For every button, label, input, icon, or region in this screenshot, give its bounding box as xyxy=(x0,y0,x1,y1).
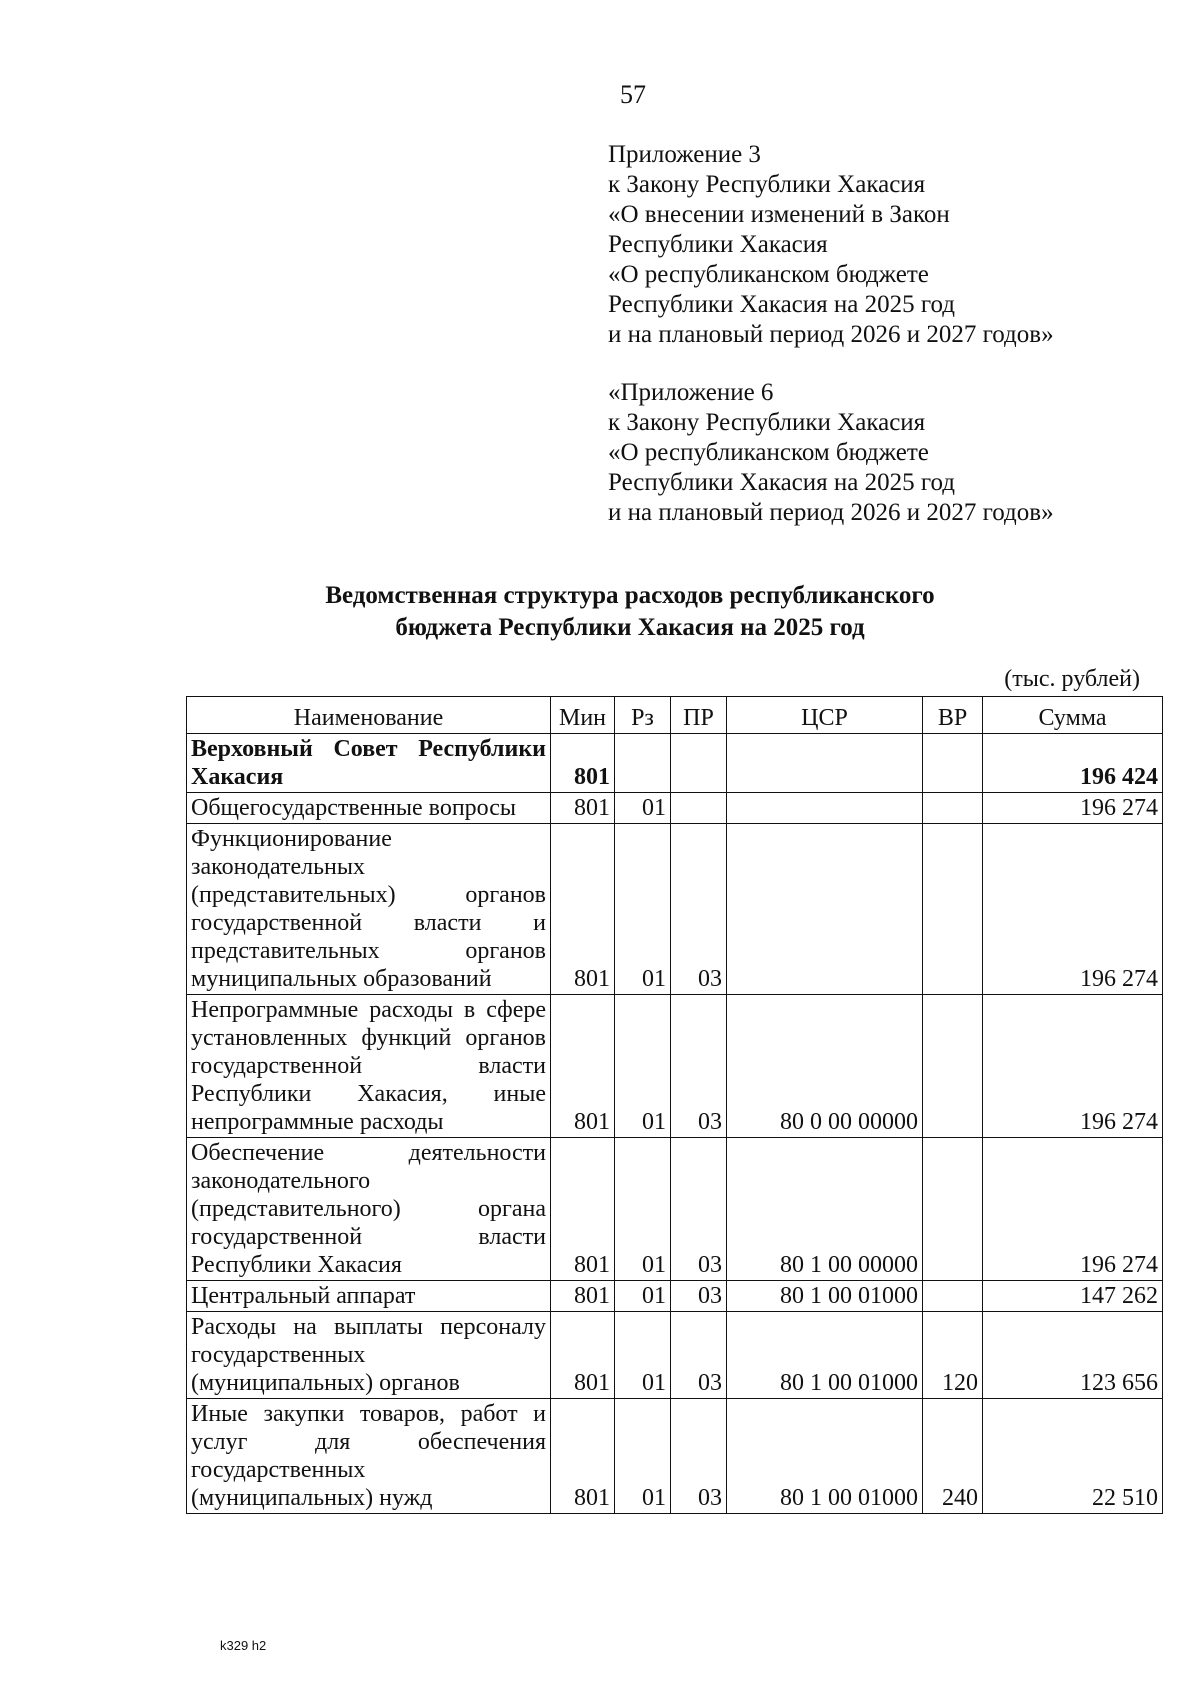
row-min: 801 xyxy=(551,1138,615,1281)
row-sum: 196 424 xyxy=(983,734,1163,793)
row-rz: 01 xyxy=(615,995,671,1138)
row-rz: 01 xyxy=(615,1138,671,1281)
appendix-1-line: Республики Хакасия xyxy=(608,231,828,258)
row-min: 801 xyxy=(551,734,615,793)
row-sum: 196 274 xyxy=(983,793,1163,824)
header-rz: Рз xyxy=(615,697,671,734)
header-sum: Сумма xyxy=(983,697,1163,734)
row-csr: 80 1 00 01000 xyxy=(727,1399,923,1514)
row-rz: 01 xyxy=(615,1312,671,1399)
document-title xyxy=(250,580,1010,644)
row-rz: 01 xyxy=(615,1281,671,1312)
row-name: Расходы на выплаты персоналу государственных (муниципальных) органов xyxy=(187,1312,551,1399)
table-row xyxy=(187,1138,1163,1281)
row-vr xyxy=(923,793,983,824)
row-pr: 03 xyxy=(671,824,727,995)
row-vr xyxy=(923,1138,983,1281)
header-pr: ПР xyxy=(671,697,727,734)
row-sum: 196 274 xyxy=(983,995,1163,1138)
row-vr: 240 xyxy=(923,1399,983,1514)
row-vr: 120 xyxy=(923,1312,983,1399)
appendix-1-line: к Закону Республики Хакасия xyxy=(608,171,926,198)
row-min: 801 xyxy=(551,793,615,824)
row-vr xyxy=(923,824,983,995)
row-csr: 80 0 00 00000 xyxy=(727,995,923,1138)
row-rz: 01 xyxy=(615,793,671,824)
row-sum: 22 510 xyxy=(983,1399,1163,1514)
footer-code: k329 h2 xyxy=(220,1638,267,1653)
row-pr: 03 xyxy=(671,1138,727,1281)
row-rz xyxy=(615,734,671,793)
appendix-2-line: и на плановый период 2026 и 2027 годов» xyxy=(608,499,1054,526)
table-row xyxy=(187,1281,1163,1312)
appendix-2-line: Республики Хакасия на 2025 год xyxy=(608,469,956,496)
row-sum: 196 274 xyxy=(983,824,1163,995)
row-csr xyxy=(727,793,923,824)
title-line: бюджета Республики Хакасия на 2025 год xyxy=(395,614,865,641)
row-name: Обеспечение деятельности законодательного (представительного) органа государственной власти Республики Хакасия xyxy=(187,1138,551,1281)
row-min: 801 xyxy=(551,995,615,1138)
appendix-1-line: «О внесении изменений в Закон xyxy=(608,201,950,228)
row-name: Функционирование законодательных (представительных) органов государственной власти и представительных органов муниципальных образований xyxy=(187,824,551,995)
title-line: Ведомственная структура расходов республиканского xyxy=(325,582,935,609)
row-pr: 03 xyxy=(671,1281,727,1312)
row-name: Центральный аппарат xyxy=(187,1281,551,1312)
table-header-row xyxy=(187,697,1163,734)
row-csr: 80 1 00 01000 xyxy=(727,1312,923,1399)
row-vr xyxy=(923,995,983,1138)
row-sum: 196 274 xyxy=(983,1138,1163,1281)
row-name: Общегосударственные вопросы xyxy=(187,793,551,824)
header-min: Мин xyxy=(551,697,615,734)
row-vr xyxy=(923,1281,983,1312)
appendix-header-1 xyxy=(608,140,1054,350)
appendix-1-line: «О республиканском бюджете xyxy=(608,261,929,288)
row-min: 801 xyxy=(551,824,615,995)
row-pr xyxy=(671,793,727,824)
row-pr: 03 xyxy=(671,1312,727,1399)
header-name: Наименование xyxy=(187,697,551,734)
row-csr: 80 1 00 01000 xyxy=(727,1281,923,1312)
table-row xyxy=(187,995,1163,1138)
row-sum: 123 656 xyxy=(983,1312,1163,1399)
appendix-2-line: «О республиканском бюджете xyxy=(608,439,929,466)
row-rz: 01 xyxy=(615,1399,671,1514)
row-csr: 80 1 00 00000 xyxy=(727,1138,923,1281)
row-vr xyxy=(923,734,983,793)
row-pr: 03 xyxy=(671,995,727,1138)
header-vr: ВР xyxy=(923,697,983,734)
row-rz: 01 xyxy=(615,824,671,995)
appendix-1-line: и на плановый период 2026 и 2027 годов» xyxy=(608,321,1054,348)
appendix-2-line: к Закону Республики Хакасия xyxy=(608,409,926,436)
row-csr xyxy=(727,734,923,793)
table-row xyxy=(187,793,1163,824)
table-row xyxy=(187,734,1163,793)
table-row xyxy=(187,1312,1163,1399)
page-number: 57 xyxy=(620,80,646,109)
appendix-2-line: «Приложение 6 xyxy=(608,379,774,406)
appendix-1-line: Республики Хакасия на 2025 год xyxy=(608,291,956,318)
row-min: 801 xyxy=(551,1399,615,1514)
row-pr xyxy=(671,734,727,793)
row-min: 801 xyxy=(551,1312,615,1399)
row-sum: 147 262 xyxy=(983,1281,1163,1312)
row-pr: 03 xyxy=(671,1399,727,1514)
appendix-header-2 xyxy=(608,378,1054,528)
table-row xyxy=(187,824,1163,995)
budget-table xyxy=(186,696,1163,1514)
row-name: Верховный Совет Республики Хакасия xyxy=(187,734,551,793)
row-name: Непрограммные расходы в сфере установленных функций органов государственной власти Республики Хакасия, иные непрограммные расходы xyxy=(187,995,551,1138)
row-csr xyxy=(727,824,923,995)
appendix-1-line: Приложение 3 xyxy=(608,141,761,168)
header-csr: ЦСР xyxy=(727,697,923,734)
row-min: 801 xyxy=(551,1281,615,1312)
table-row xyxy=(187,1399,1163,1514)
units-label: (тыс. рублей) xyxy=(1004,666,1140,692)
row-name: Иные закупки товаров, работ и услуг для обеспечения государственных (муниципальных) нужд xyxy=(187,1399,551,1514)
